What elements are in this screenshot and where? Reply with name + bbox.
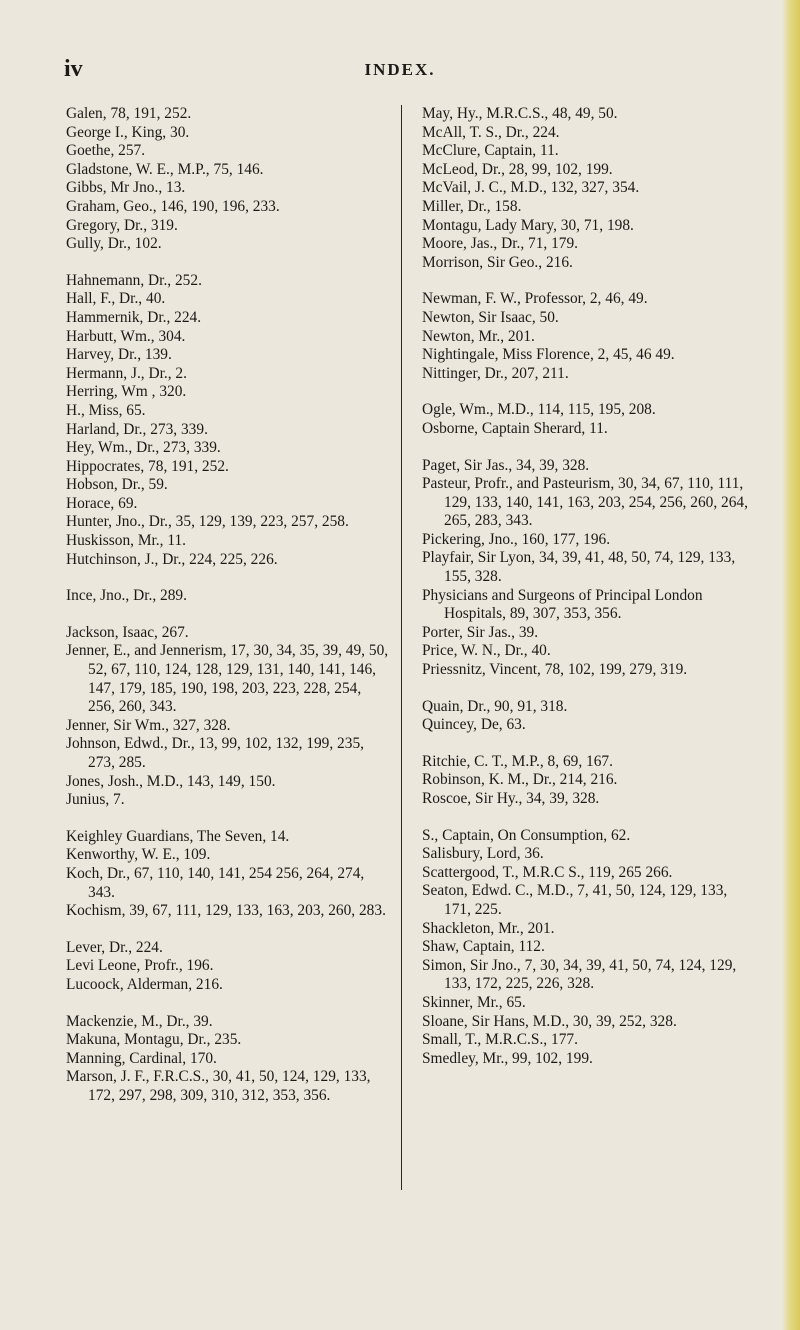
index-entry: Scattergood, T., M.R.C S., 119, 265 266. bbox=[422, 863, 673, 881]
index-entry: Makuna, Montagu, Dr., 235. bbox=[66, 1031, 242, 1049]
index-entry: Quincey, De, 63. bbox=[422, 716, 526, 734]
index-entry: Keighley Guardians, The Seven, 14. bbox=[66, 827, 290, 845]
index-entry: Newton, Sir Isaac, 50. bbox=[422, 308, 559, 326]
index-entry: Skinner, Mr., 65. bbox=[422, 993, 526, 1011]
index-entry: Harvey, Dr., 139. bbox=[66, 346, 172, 364]
index-entry: McLeod, Dr., 28, 99, 102, 199. bbox=[422, 160, 613, 178]
column-divider bbox=[401, 105, 402, 1190]
index-entry: Porter, Sir Jas., 39. bbox=[422, 623, 539, 641]
index-entry: Lever, Dr., 224. bbox=[66, 938, 163, 956]
index-entry: Gibbs, Mr Jno., 13. bbox=[66, 179, 186, 197]
index-entry: Galen, 78, 191, 252. bbox=[66, 105, 192, 122]
index-entry: McAll, T. S., Dr., 224. bbox=[422, 123, 560, 141]
page-edge bbox=[782, 0, 800, 1330]
page-number: iv bbox=[64, 56, 83, 82]
letter-group bbox=[422, 457, 752, 680]
index-entry: Pickering, Jno., 160, 177, 196. bbox=[422, 530, 611, 548]
index-entry: Kochism, 39, 67, 111, 129, 133, 163, 203, 260, 283. bbox=[66, 902, 386, 920]
letter-group bbox=[66, 828, 391, 921]
index-entry: George I., King, 30. bbox=[66, 123, 190, 141]
index-entry: Hahnemann, Dr., 252. bbox=[66, 271, 202, 289]
index-entry: Nightingale, Miss Florence, 2, 45, 46 49. bbox=[422, 346, 675, 364]
index-entry: Paget, Sir Jas., 34, 39, 328. bbox=[422, 456, 590, 474]
index-entry: Graham, Geo., 146, 190, 196, 233. bbox=[66, 197, 280, 215]
index-entry: Pasteur, Profr., and Pasteurism, 30, 34, 67, 110, 111, 129, 133, 140, 141, 163, 203, 254, 256, 260, 264, 265, 283, 343. bbox=[422, 475, 748, 530]
index-entry: Seaton, Edwd. C., M.D., 7, 41, 50, 124, 129, 133, 171, 225. bbox=[422, 882, 728, 918]
index-entry: Hobson, Dr., 59. bbox=[66, 476, 168, 494]
index-entry: Nittinger, Dr., 207, 211. bbox=[422, 364, 569, 382]
index-entry: Sloane, Sir Hans, M.D., 30, 39, 252, 328. bbox=[422, 1012, 677, 1030]
letter-group bbox=[422, 827, 752, 1069]
index-entry: Priessnitz, Vincent, 78, 102, 199, 279, 319. bbox=[422, 661, 688, 679]
index-entry: McVail, J. C., M.D., 132, 327, 354. bbox=[422, 179, 640, 197]
page-header bbox=[0, 56, 780, 86]
index-entry: Ritchie, C. T., M.P., 8, 69, 167. bbox=[422, 752, 613, 770]
index-entry: Jenner, E., and Jennerism, 17, 30, 34, 35, 39, 49, 50, 52, 67, 110, 124, 128, 129, 131, 140, 141, 146, 147, 179, 185, 190, 198, 203, 223, 228, 254, 256, 260, 343. bbox=[66, 642, 389, 716]
index-entry: Price, W. N., Dr., 40. bbox=[422, 642, 551, 660]
index-entry: Gregory, Dr., 319. bbox=[66, 216, 178, 234]
index-entry: Hippocrates, 78, 191, 252. bbox=[66, 457, 229, 475]
index-entry: Newton, Mr., 201. bbox=[422, 327, 535, 345]
letter-group bbox=[422, 290, 752, 383]
index-entry: Miller, Dr., 158. bbox=[422, 197, 522, 215]
running-head: INDEX. bbox=[364, 60, 436, 79]
index-entry: Hammernik, Dr., 224. bbox=[66, 308, 202, 326]
index-entry: Gladstone, W. E., M.P., 75, 146. bbox=[66, 160, 264, 178]
index-entry: Smedley, Mr., 99, 102, 199. bbox=[422, 1049, 593, 1067]
letter-group bbox=[66, 1013, 391, 1106]
index-entry: May, Hy., M.R.C.S., 48, 49, 50. bbox=[422, 105, 618, 122]
index-entry: Quain, Dr., 90, 91, 318. bbox=[422, 697, 568, 715]
index-entry: Shackleton, Mr., 201. bbox=[422, 919, 555, 937]
index-entry: Levi Leone, Profr., 196. bbox=[66, 957, 214, 975]
index-entry: Roscoe, Sir Hy., 34, 39, 328. bbox=[422, 790, 600, 807]
index-entry: Johnson, Edwd., Dr., 13, 99, 102, 132, 199, 235, 273, 285. bbox=[66, 735, 364, 771]
index-entry: Jackson, Isaac, 267. bbox=[66, 623, 189, 641]
index-entry: Jenner, Sir Wm., 327, 328. bbox=[66, 716, 231, 734]
index-entry: Harbutt, Wm., 304. bbox=[66, 327, 186, 345]
index-entry: Hall, F., Dr., 40. bbox=[66, 290, 166, 308]
index-entry: Goethe, 257. bbox=[66, 142, 146, 160]
letter-group bbox=[66, 272, 391, 570]
index-column-left bbox=[66, 105, 391, 1124]
index-entry: Robinson, K. M., Dr., 214, 216. bbox=[422, 771, 618, 789]
index-entry: Montagu, Lady Mary, 30, 71, 198. bbox=[422, 216, 634, 234]
index-entry: Salisbury, Lord, 36. bbox=[422, 845, 544, 863]
index-entry: Osborne, Captain Sherard, 11. bbox=[422, 419, 608, 437]
index-entry: Shaw, Captain, 112. bbox=[422, 938, 545, 956]
letter-group bbox=[66, 105, 391, 254]
index-entry: H., Miss, 65. bbox=[66, 401, 146, 419]
index-entry: Gully, Dr., 102. bbox=[66, 235, 162, 253]
index-entry: McClure, Captain, 11. bbox=[422, 142, 559, 160]
index-entry: Newman, F. W., Professor, 2, 46, 49. bbox=[422, 290, 648, 308]
index-entry: Ince, Jno., Dr., 289. bbox=[66, 587, 187, 605]
letter-group bbox=[422, 105, 752, 272]
index-entry: Playfair, Sir Lyon, 34, 39, 41, 48, 50, 74, 129, 133, 155, 328. bbox=[422, 549, 736, 586]
index-entry: Morrison, Sir Geo., 216. bbox=[422, 253, 573, 271]
index-entry: Physicians and Surgeons of Principal London Hospitals, 89, 307, 353, 356. bbox=[422, 586, 703, 623]
index-entry: Kenworthy, W. E., 109. bbox=[66, 846, 211, 864]
index-entry: Small, T., M.R.C.S., 177. bbox=[422, 1031, 578, 1049]
index-entry: S., Captain, On Consumption, 62. bbox=[422, 826, 631, 844]
index-entry: Hunter, Jno., Dr., 35, 129, 139, 223, 257, 258. bbox=[66, 513, 349, 531]
letter-group bbox=[422, 698, 752, 735]
letter-group bbox=[422, 753, 752, 809]
index-entry: Huskisson, Mr., 11. bbox=[66, 532, 187, 550]
index-entry: Ogle, Wm., M.D., 114, 115, 195, 208. bbox=[422, 401, 656, 419]
letter-group bbox=[66, 587, 391, 606]
index-entry: Horace, 69. bbox=[66, 494, 138, 512]
index-entry: Jones, Josh., M.D., 143, 149, 150. bbox=[66, 772, 276, 790]
letter-group bbox=[66, 624, 391, 810]
index-entry: Hutchinson, J., Dr., 224, 225, 226. bbox=[66, 550, 278, 568]
index-entry: Moore, Jas., Dr., 71, 179. bbox=[422, 235, 579, 253]
letter-group bbox=[422, 401, 752, 438]
index-column-right bbox=[422, 105, 752, 1086]
index-entry: Manning, Cardinal, 170. bbox=[66, 1049, 217, 1067]
index-entry: Hey, Wm., Dr., 273, 339. bbox=[66, 439, 221, 457]
index-entry: Harland, Dr., 273, 339. bbox=[66, 420, 208, 438]
index-entry: Koch, Dr., 67, 110, 140, 141, 254 256, 264, 274, 343. bbox=[66, 864, 365, 901]
index-entry: Herring, Wm , 320. bbox=[66, 383, 187, 401]
index-entry: Marson, J. F., F.R.C.S., 30, 41, 50, 124, 129, 133, 172, 297, 298, 309, 310, 312, 353, 356. bbox=[66, 1068, 371, 1104]
index-entry: Mackenzie, M., Dr., 39. bbox=[66, 1012, 213, 1030]
index-entry: Junius, 7. bbox=[66, 791, 125, 809]
index-entry: Simon, Sir Jno., 7, 30, 34, 39, 41, 50, 74, 124, 129, 133, 172, 225, 226, 328. bbox=[422, 956, 737, 993]
letter-group bbox=[66, 939, 391, 995]
index-entry: Hermann, J., Dr., 2. bbox=[66, 364, 187, 382]
index-entry: Lucoock, Alderman, 216. bbox=[66, 975, 223, 993]
